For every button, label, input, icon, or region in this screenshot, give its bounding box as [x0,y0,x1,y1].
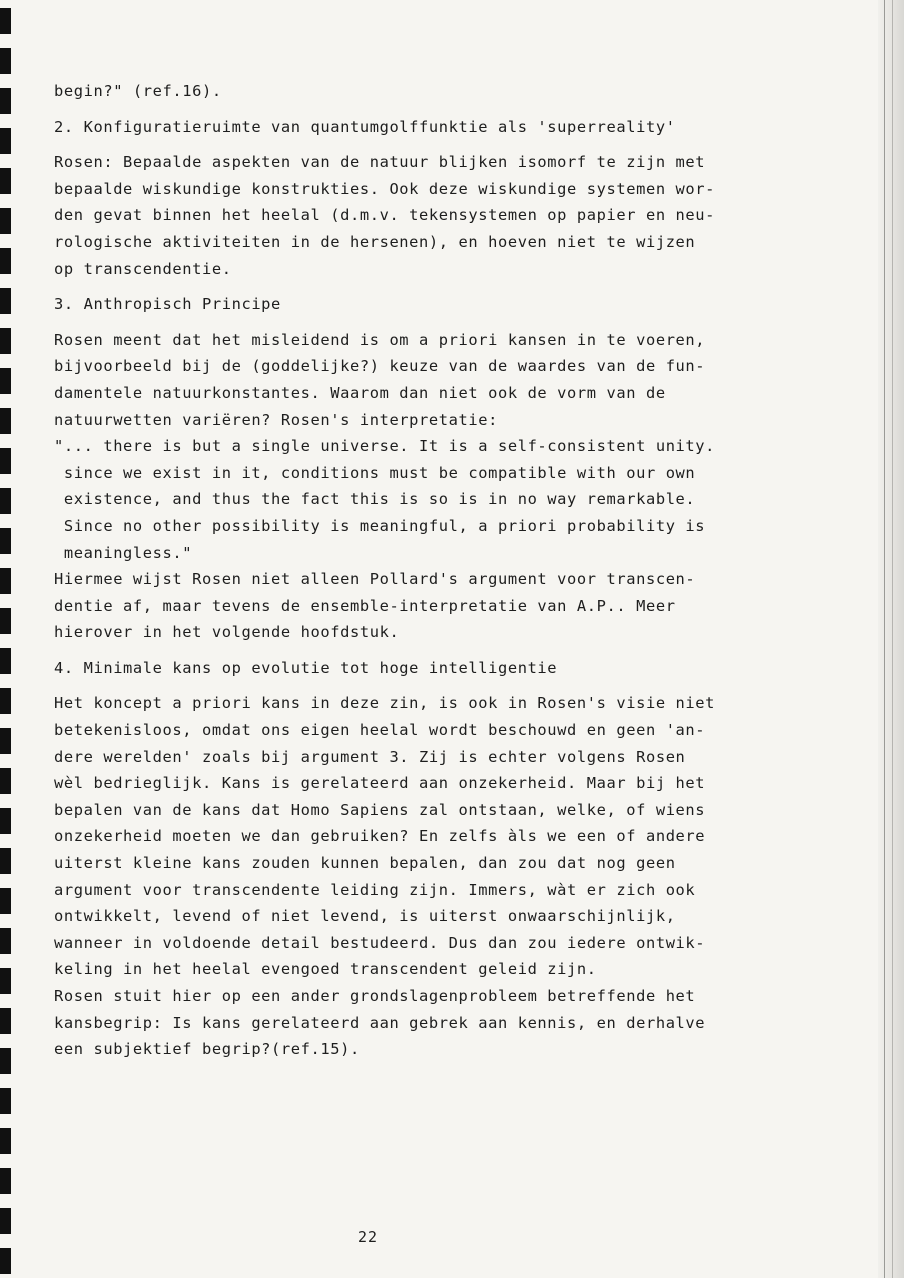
binding-tab [0,528,11,554]
binding-tab [0,768,11,794]
text-line: kansbegrip: Is kans gerelateerd aan gebrek aan kennis, en derhalve [54,1013,706,1032]
binding-tab [0,1048,11,1074]
text-line: ontwikkelt, levend of niet levend, is uiterst onwaarschijnlijk, [54,907,676,926]
page-number: 22 [358,1228,379,1246]
binding-tab [0,248,11,274]
text-line: "... there is but a single universe. It is a self-consistent unity. [54,437,716,456]
binding-tab [0,128,11,154]
text-line: wèl bedrieglijk. Kans is gerelateerd aan onzekerheid. Maar bij het [54,774,706,793]
text-line: bijvoorbeeld bij de (goddelijke?) keuze van de waardes van de fun- [54,357,706,376]
text-line: 4. Minimale kans op evolutie tot hoge intelligentie [54,658,558,677]
paragraph [54,690,814,1062]
binding-strip [0,0,12,1278]
binding-tab [0,1128,11,1154]
binding-tab [0,888,11,914]
binding-tab [0,848,11,874]
text-line: een subjektief begrip?(ref.15). [54,1040,360,1059]
text-line: 2. Konfiguratieruimte van quantumgolffunktie als 'superreality' [54,117,676,136]
binding-tab [0,1208,11,1234]
binding-tab [0,648,11,674]
text-line: rologische aktiviteiten in de hersenen), en hoeven niet te wijzen [54,232,696,251]
text-line: Rosen: Bepaalde aspekten van de natuur blijken isomorf te zijn met [54,153,706,172]
binding-tab [0,288,11,314]
paragraph [54,78,814,105]
text-line: Rosen stuit hier op een ander grondslagenprobleem betreffende het [54,987,696,1005]
text-line: dentie af, maar tevens de ensemble-interpretatie van A.P.. Meer [54,596,676,615]
text-line: op transcendentie. [54,259,232,278]
text-line: begin?" (ref.16). [54,82,222,100]
text-line: Het koncept a priori kans in deze zin, is ook in Rosen's visie niet [54,694,716,713]
text-line: Since no other possibility is meaningful, a priori probability is [54,516,706,535]
text-line: keling in het heelal evengoed transcendent geleid zijn. [54,960,597,979]
paragraph [54,327,814,646]
binding-tab [0,168,11,194]
text-line: dere werelden' zoals bij argument 3. Zij is echter volgens Rosen [54,747,686,766]
text-line: bepalen van de kans dat Homo Sapiens zal ontstaan, welke, of wiens [54,800,706,819]
paragraph [54,114,814,141]
binding-tab [0,808,11,834]
binding-tab [0,328,11,354]
text-line: damentele natuurkonstantes. Waarom dan niet ook de vorm van de [54,383,666,402]
text-line: betekenisloos, omdat ons eigen heelal wordt beschouwd en geen 'an- [54,721,706,740]
text-line: meaningless." [54,543,193,562]
binding-tab [0,48,11,74]
paragraph [54,655,814,682]
text-line: since we exist in it, conditions must be compatible with our own [54,463,696,482]
paragraph [54,291,814,318]
text-line: existence, and thus the fact this is so is in no way remarkable. [54,490,696,509]
text-line: wanneer in voldoende detail bestudeerd. Dus dan zou iedere ontwik- [54,933,706,952]
binding-tab [0,208,11,234]
text-line: argument voor transcendente leiding zijn. Immers, wàt er zich ook [54,880,696,899]
binding-tab [0,488,11,514]
binding-tab [0,448,11,474]
binding-tab [0,1248,11,1274]
binding-tab [0,88,11,114]
binding-tab [0,8,11,34]
paragraph [54,149,814,282]
text-line: bepaalde wiskundige konstrukties. Ook deze wiskundige systemen wor- [54,179,716,198]
binding-tab [0,728,11,754]
page-edge [878,0,904,1278]
binding-tab [0,928,11,954]
binding-tab [0,608,11,634]
binding-tab [0,1168,11,1194]
binding-tab [0,1088,11,1114]
binding-tab [0,1008,11,1034]
binding-tab [0,408,11,434]
text-line: uiterst kleine kans zouden kunnen bepalen, dan zou dat nog geen [54,854,676,873]
binding-tab [0,368,11,394]
text-line: Hiermee wijst Rosen niet alleen Pollard's argument voor transcen- [54,570,696,589]
text-line: 3. Anthropisch Principe [54,295,281,314]
binding-tab [0,968,11,994]
binding-tab [0,688,11,714]
text-line: onzekerheid moeten we dan gebruiken? En zelfs àls we een of andere [54,827,706,846]
text-line: Rosen meent dat het misleidend is om a priori kansen in te voeren, [54,330,706,349]
text-line: den gevat binnen het heelal (d.m.v. tekensystemen op papier en neu- [54,206,716,225]
binding-tab [0,568,11,594]
body-text [54,78,814,1063]
text-line: hierover in het volgende hoofdstuk. [54,623,400,642]
text-line: natuurwetten variëren? Rosen's interpretatie: [54,410,498,429]
